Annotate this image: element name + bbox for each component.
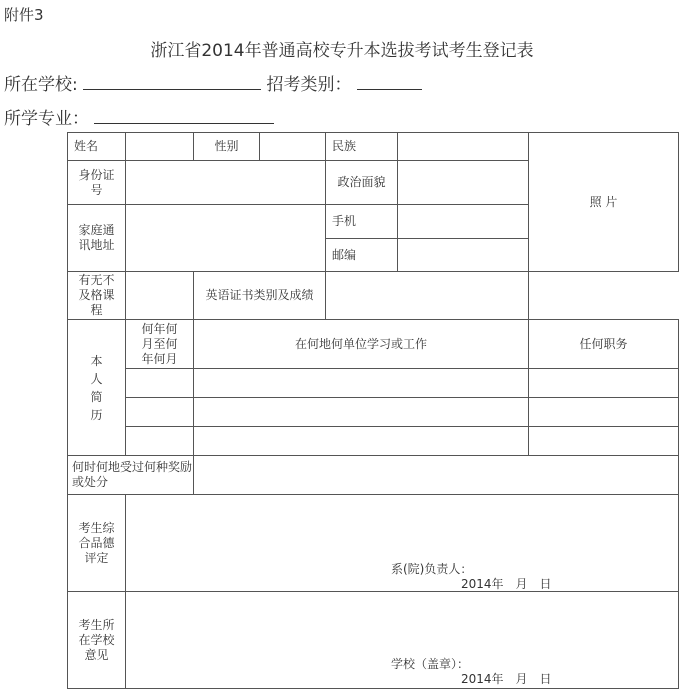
awards-label: 何时何地受过何种奖励或处分 (68, 456, 194, 495)
position-header: 任何职务 (529, 320, 679, 369)
address-field[interactable] (126, 205, 326, 272)
form-title: 浙江省2014年普通高校专升本选拔考试考生登记表 (150, 41, 534, 61)
awards-field[interactable] (194, 456, 679, 495)
resume-label (68, 320, 126, 456)
where-work-header: 在何地何单位学习或工作 (194, 320, 529, 369)
category-field[interactable] (357, 73, 422, 90)
school-seal-label: 学校（盖章）： (391, 657, 470, 671)
resume-work-field[interactable] (194, 427, 529, 456)
category-label: 招考类别： (266, 75, 352, 95)
resume-position-field[interactable] (529, 369, 679, 398)
id-card-label: 身份证号 (68, 161, 126, 205)
english-cert-field[interactable] (326, 272, 529, 320)
political-field[interactable] (398, 161, 529, 205)
name-label: 姓名 (68, 133, 126, 161)
english-cert-label: 英语证书类别及成绩 (194, 272, 326, 320)
resume-period-field[interactable] (126, 427, 194, 456)
major-label: 所学专业： (4, 109, 89, 129)
resume-position-field[interactable] (529, 427, 679, 456)
resume-position-field[interactable] (529, 398, 679, 427)
school-field[interactable] (83, 73, 261, 90)
period-header: 何年何月至何年何月 (126, 320, 194, 369)
evaluation-date: 2014年 月 日 (461, 577, 552, 591)
resume-label-text: 本人简历 (90, 353, 103, 422)
mobile-field[interactable] (398, 205, 529, 239)
major-row (4, 104, 274, 129)
address-label: 家庭通讯地址 (68, 205, 126, 272)
resume-period-field[interactable] (126, 398, 194, 427)
ethnicity-label: 民族 (326, 133, 398, 161)
school-opinion-label: 考生所在学校意见 (68, 592, 126, 689)
school-row (4, 70, 422, 95)
postcode-label: 邮编 (326, 239, 398, 272)
school-opinion-field[interactable] (126, 592, 679, 689)
evaluation-field[interactable] (126, 495, 679, 592)
mobile-label: 手机 (326, 205, 398, 239)
school-opinion-date: 2014年 月 日 (461, 672, 552, 686)
registration-table (67, 132, 679, 689)
resume-work-field[interactable] (194, 369, 529, 398)
resume-period-field[interactable] (126, 369, 194, 398)
ethnicity-field[interactable] (398, 133, 529, 161)
photo-box: 照 片 (529, 133, 679, 272)
school-label: 所在学校: (4, 75, 78, 95)
evaluation-label: 考生综合品德评定 (68, 495, 126, 592)
name-field[interactable] (126, 133, 194, 161)
dept-head-label: 系(院)负责人： (391, 562, 473, 576)
attachment-label: 附件3 (4, 6, 44, 24)
political-label: 政治面貌 (326, 161, 398, 205)
gender-field[interactable] (260, 133, 326, 161)
gender-label: 性别 (194, 133, 260, 161)
postcode-field[interactable] (398, 239, 529, 272)
failed-courses-field[interactable] (126, 272, 194, 320)
major-field[interactable] (94, 107, 274, 124)
resume-work-field[interactable] (194, 398, 529, 427)
id-card-field[interactable] (126, 161, 326, 205)
failed-courses-label: 有无不及格课程 (68, 272, 126, 320)
